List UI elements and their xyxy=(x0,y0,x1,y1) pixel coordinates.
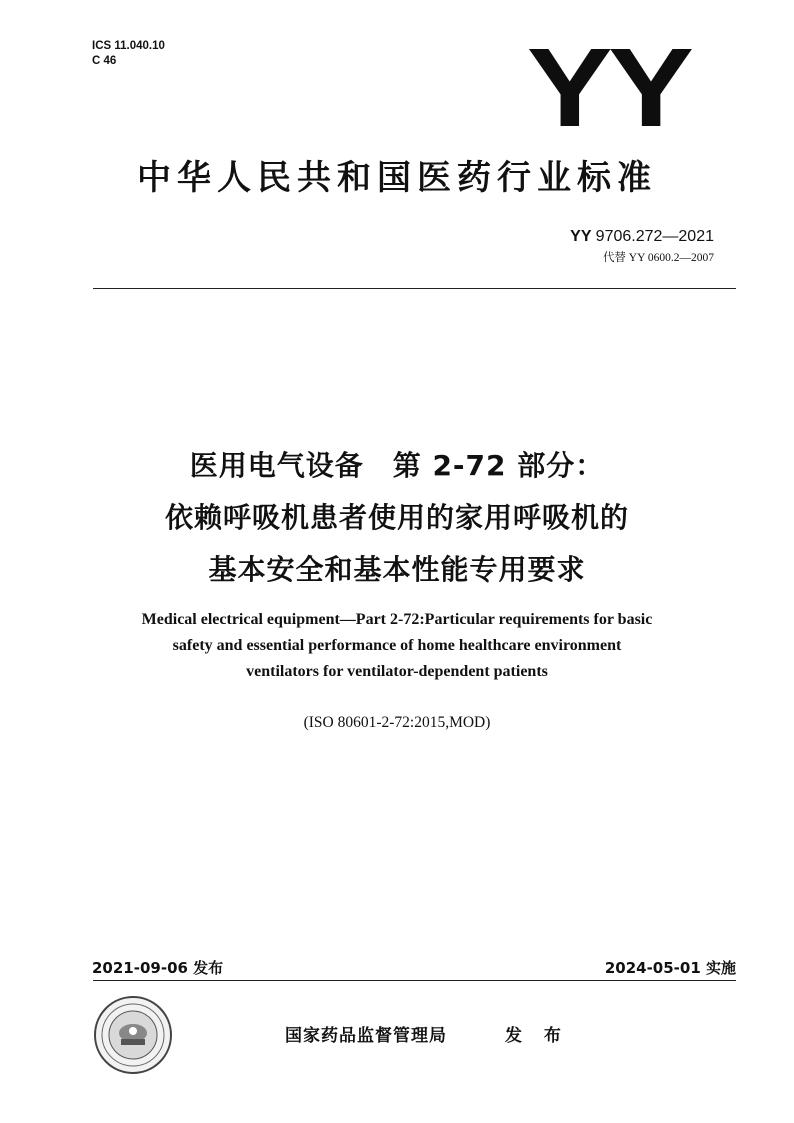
yy-logo: YY xyxy=(526,25,689,150)
ics-code: ICS 11.040.10 xyxy=(92,40,165,52)
ccs-code: C 46 xyxy=(92,55,117,67)
english-title-line-1: Medical electrical equipment—Part 2-72:Particular requirements for basic xyxy=(141,611,653,628)
top-divider xyxy=(93,288,736,289)
chinese-title xyxy=(0,440,794,596)
issue-label: 发 布 xyxy=(505,1026,569,1046)
implementation-date: 2024-05-01 实施 xyxy=(604,959,736,977)
chinese-title-line-3: 基本安全和基本性能专用要求 xyxy=(208,553,586,586)
classification-codes xyxy=(92,39,165,69)
issue-date: 2021-09-06 发布 xyxy=(92,959,224,977)
issuing-authority: 国家药品监督管理局 xyxy=(285,1026,447,1046)
standard-number xyxy=(570,227,714,247)
adoption-note: (ISO 80601-2-72:2015,MOD) xyxy=(303,714,491,731)
english-title-line-2: safety and essential performance of home healthcare environment xyxy=(172,637,622,654)
replaces-note: 代替 YY 0600.2—2007 xyxy=(602,252,714,264)
english-title xyxy=(0,607,794,685)
standard-prefix: YY xyxy=(570,228,592,245)
standard-number-value: 9706.272—2021 xyxy=(595,228,714,245)
anti-counterfeit-seal-icon xyxy=(93,995,173,1075)
chinese-title-line-1: 医用电气设备 第 2-72 部分： xyxy=(189,449,605,482)
standard-type-heading: 中华人民共和国医药行业标准 xyxy=(137,158,657,198)
chinese-title-line-2: 依赖呼吸机患者使用的家用呼吸机的 xyxy=(164,501,629,534)
english-title-line-3: ventilators for ventilator-dependent patients xyxy=(246,663,548,680)
bottom-divider xyxy=(93,980,736,981)
